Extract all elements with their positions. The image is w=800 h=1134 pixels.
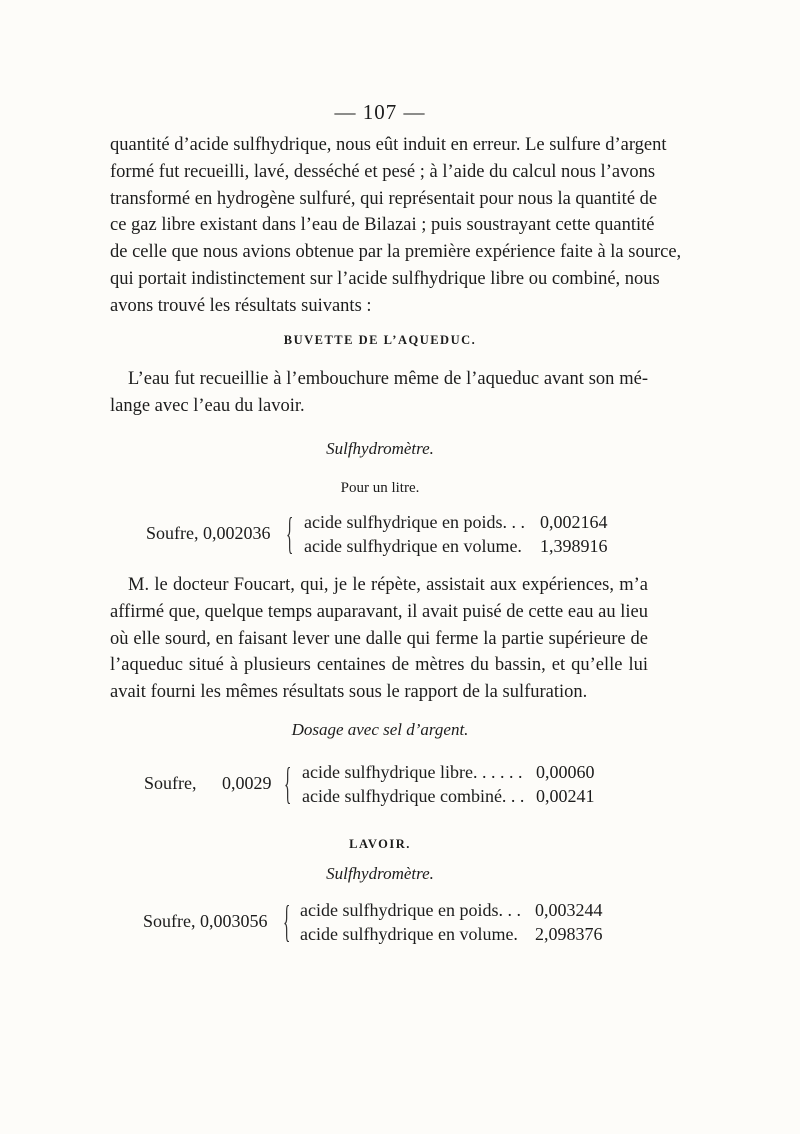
formula-row <box>304 536 522 557</box>
paragraph-line: quantité d’acide sulfhydrique, nous eût induit en erreur. Le sulfure d’argent <box>110 135 667 155</box>
subsection-heading-dosage: Dosage avec sel d’argent. <box>291 720 469 739</box>
formula-row-value: 0,003244 <box>535 900 603 920</box>
formula-row <box>304 512 525 533</box>
brace-symbol: { <box>283 897 291 946</box>
formula-row-label: acide sulfhydrique en poids. . . <box>304 512 525 532</box>
formula-row-value: 0,00060 <box>536 762 595 782</box>
formula-row-label: acide sulfhydrique en poids. . . <box>300 900 521 920</box>
paragraph-line: formé fut recueilli, lavé, desséché et pesé ; à l’aide du calcul nous l’avons <box>110 161 656 182</box>
formula-left-label: Soufre, <box>144 773 197 793</box>
formula-lavoir <box>0 898 800 948</box>
formula-row-value: 2,098376 <box>535 924 603 944</box>
formula-left-value: Soufre, 0,003056 <box>143 911 268 931</box>
paragraph-line: qui portait indistinctement sur l’acide sulfhydrique libre ou combiné, nous <box>110 268 660 289</box>
paragraph-line: L’eau fut recueillie à l’embouchure même de l’aqueduc avant son mé- <box>128 369 648 389</box>
formula-row-label: acide sulfhydrique en volume. <box>304 536 522 556</box>
paragraph-line: de celle que nous avions obtenue par la première expérience faite à la source, <box>110 242 682 263</box>
formula-row-value: 0,002164 <box>540 512 608 532</box>
section-heading-lavoir: LAVOIR. <box>349 837 411 851</box>
paragraph-line: avait fourni les mêmes résultats sous le rapport de la sulfuration. <box>110 682 588 703</box>
paragraph-line: ce gaz libre existant dans l’eau de Bilazai ; puis soustrayant cette quantité <box>110 215 655 236</box>
formula-row-label: acide sulfhydrique en volume. <box>300 924 518 944</box>
formula-row-label: acide sulfhydrique combiné. . . <box>302 786 525 806</box>
formula-buvette <box>0 510 800 560</box>
formula-left-value: 0,0029 <box>222 773 272 793</box>
paragraph-intro <box>110 132 682 320</box>
formula-left-value: Soufre, 0,002036 <box>146 523 271 543</box>
formula-row-value: 1,398916 <box>540 536 608 556</box>
paragraph-line: lange avec l’eau du lavoir. <box>110 395 305 416</box>
subsection-heading-sulfhydrometre: Sulfhydromètre. <box>326 439 434 458</box>
paragraph-line: M. le docteur Foucart, qui, je le répète, assistait aux expériences, m’a <box>128 575 648 595</box>
formula-row-value: 0,00241 <box>536 786 595 806</box>
paragraph-line: où elle sourd, en faisant lever une dalle qui ferme la partie supérieure de <box>110 628 648 649</box>
paragraph-line: transformé en hydrogène sulfuré, qui représentait pour nous la quantité de <box>110 188 658 209</box>
paragraph-line: avons trouvé les résultats suivants : <box>110 295 372 316</box>
unit-caption: Pour un litre. <box>340 480 420 496</box>
paragraph-foucart <box>110 572 648 706</box>
brace-symbol: { <box>284 759 292 808</box>
page-number: — 107 — <box>334 100 426 124</box>
subsection-heading-sulfhydrometre-lavoir: Sulfhydromètre. <box>326 864 434 883</box>
paragraph-line: l’aqueduc situé à plusieurs centaines de mètres du bassin, et qu’elle lui <box>110 655 648 676</box>
formula-dosage <box>0 760 800 810</box>
paragraph-buvette <box>110 366 648 420</box>
section-heading-buvette: BUVETTE DE L’AQUEDUC. <box>283 333 477 347</box>
paragraph-line: affirmé que, quelque temps auparavant, il avait puisé de cette eau au lieu <box>110 601 648 622</box>
brace-symbol: { <box>286 509 294 558</box>
formula-row-label: acide sulfhydrique libre. . . . . . <box>302 762 523 782</box>
